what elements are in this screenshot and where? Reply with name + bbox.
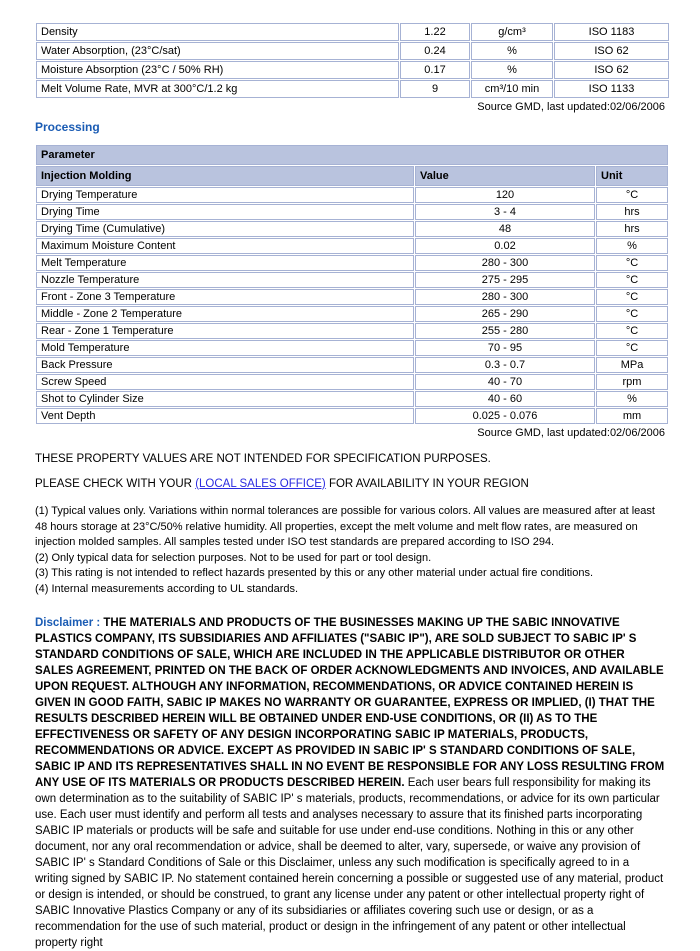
parameter-value-cell: 120 xyxy=(415,187,595,203)
parameter-unit-cell: MPa xyxy=(596,357,668,373)
property-name-cell: Melt Volume Rate, MVR at 300°C/1.2 kg xyxy=(36,80,399,98)
parameter-unit-cell: °C xyxy=(596,306,668,322)
disclaimer-bold-text: THE MATERIALS AND PRODUCTS OF THE BUSINESSES MAKING UP THE SABIC INNOVATIVE PLASTICS COMPANY, ITS SUBSIDIARIES AND AFFILIATES ("SABIC IP"), ARE SOLD SUBJECT TO SABIC IP' S STANDARD CONDITIONS OF SALE, WHICH ARE INCLUDED IN THE APPLICABLE DISTRIBUTOR OR OTHER SALES AGREEMENT, PRINTED ON THE BACK OF ORDER ACKNOWLEDGMENTS AND INVOICES, AND AVAILABLE UPON REQUEST. ALTHOUGH ANY INFORMATION, RECOMMENDATIONS, OR ADVICE CONTAINED HEREIN IS GIVEN IN GOOD FAITH, SABIC IP MAKES NO WARRANTY OR GUARANTEE, EXPRESS OR IMPLIED, (I) THAT THE RESULTS DESCRIBED HEREIN WILL BE OBTAINED UNDER END-USE CONDITIONS, OR (II) AS TO THE EFFECTIVENESS OR SAFETY OF ANY DESIGN INCORPORATING SABIC IP MATERIALS, PRODUCTS, RECOMMENDATIONS OR ADVICE. EXCEPT AS PROVIDED IN SABIC IP' S STANDARD CONDITIONS OF SALE, SABIC IP AND ITS REPRESENTATIVES SHALL IN NO EVENT BE RESPONSIBLE FOR ANY LOSS RESULTING FROM ANY USE OF ITS MATERIALS OR PRODUCTS DESCRIBED HEREIN. xyxy=(35,617,665,789)
property-name-cell: Density xyxy=(36,23,399,41)
table-row xyxy=(36,80,669,98)
parameter-unit-cell: % xyxy=(596,238,668,254)
parameter-name-cell: Drying Temperature xyxy=(36,187,414,203)
table-row xyxy=(36,340,668,356)
spec-purpose-statement: THESE PROPERTY VALUES ARE NOT INTENDED FOR SPECIFICATION PURPOSES. xyxy=(35,453,491,465)
parameter-value-cell: 3 - 4 xyxy=(415,204,595,220)
parameter-value-cell: 280 - 300 xyxy=(415,255,595,271)
parameter-name-cell: Drying Time (Cumulative) xyxy=(36,221,414,237)
table-row xyxy=(36,323,668,339)
property-unit-cell: cm³/10 min xyxy=(471,80,553,98)
property-unit-cell: % xyxy=(471,42,553,60)
column-header-parameter: Injection Molding xyxy=(36,166,414,186)
parameter-value-cell: 40 - 70 xyxy=(415,374,595,390)
footnotes xyxy=(35,504,665,597)
parameter-name-cell: Mold Temperature xyxy=(36,340,414,356)
parameter-value-cell: 48 xyxy=(415,221,595,237)
parameter-name-cell: Melt Temperature xyxy=(36,255,414,271)
property-value-cell: 1.22 xyxy=(400,23,470,41)
disclaimer-label: Disclaimer : xyxy=(35,617,101,629)
table-row xyxy=(36,221,668,237)
property-standard-cell: ISO 1133 xyxy=(554,80,669,98)
parameter-unit-cell: hrs xyxy=(596,204,668,220)
table-row xyxy=(36,357,668,373)
parameter-name-cell: Maximum Moisture Content xyxy=(36,238,414,254)
source-note: Source GMD, last updated:02/06/2006 xyxy=(477,427,665,439)
parameter-value-cell: 0.025 - 0.076 xyxy=(415,408,595,424)
property-value-cell: 0.24 xyxy=(400,42,470,60)
parameter-name-cell: Rear - Zone 1 Temperature xyxy=(36,323,414,339)
parameter-unit-cell: °C xyxy=(596,272,668,288)
table-row xyxy=(36,204,668,220)
parameter-unit-cell: rpm xyxy=(596,374,668,390)
parameter-value-cell: 265 - 290 xyxy=(415,306,595,322)
table-row xyxy=(36,187,668,203)
parameter-name-cell: Shot to Cylinder Size xyxy=(36,391,414,407)
footnote: (2) Only typical data for selection purposes. Not to be used for part or tool design. xyxy=(35,551,432,564)
table-row xyxy=(36,391,668,407)
availability-prefix: PLEASE CHECK WITH YOUR xyxy=(35,478,196,490)
parameter-value-cell: 0.02 xyxy=(415,238,595,254)
parameter-value-cell: 255 - 280 xyxy=(415,323,595,339)
parameter-value-cell: 40 - 60 xyxy=(415,391,595,407)
parameter-unit-cell: °C xyxy=(596,340,668,356)
availability-suffix: FOR AVAILABILITY IN YOUR REGION xyxy=(325,478,529,490)
disclaimer xyxy=(35,615,665,951)
parameter-value-cell: 70 - 95 xyxy=(415,340,595,356)
column-header-value: Value xyxy=(415,166,595,186)
parameter-unit-cell: °C xyxy=(596,255,668,271)
table-row xyxy=(36,306,668,322)
property-value-cell: 9 xyxy=(400,80,470,98)
table-row xyxy=(36,289,668,305)
parameter-name-cell: Vent Depth xyxy=(36,408,414,424)
parameter-name-cell: Back Pressure xyxy=(36,357,414,373)
parameter-value-cell: 280 - 300 xyxy=(415,289,595,305)
availability-statement xyxy=(35,477,665,491)
table-header-group-row xyxy=(36,145,668,165)
table-row xyxy=(36,61,669,79)
parameter-unit-cell: °C xyxy=(596,187,668,203)
table-row xyxy=(36,408,668,424)
local-sales-office-link[interactable]: (LOCAL SALES OFFICE) xyxy=(195,478,326,490)
parameter-unit-cell: % xyxy=(596,391,668,407)
injection-molding-table xyxy=(35,144,669,425)
table-header-row xyxy=(36,166,668,186)
material-properties-table xyxy=(35,22,670,99)
footnote: (1) Typical values only. Variations within normal tolerances are possible for various colors. All values are measured after at least 48 hours storage at 23°C/50% relative humidity. All properties, except the melt volume and melt flow rates, are measured on injection molded samples. All samples tested under ISO test standards are prepared according to ISO 294. xyxy=(35,505,655,548)
parameter-group-header: Parameter xyxy=(36,145,668,165)
parameter-name-cell: Screw Speed xyxy=(36,374,414,390)
property-name-cell: Water Absorption, (23°C/sat) xyxy=(36,42,399,60)
parameter-unit-cell: °C xyxy=(596,323,668,339)
disclaimer-body-text: Each user bears full responsibility for making its own determination as to the suitability of SABIC IP' s materials, products, recommendations, or advice for its own particular use. Each user must identify and perform all tests and analyses necessary to assure that its finished parts incorporating SABIC IP materials or products will be safe and suitable for use under end-use conditions. Nothing in this or any other document, nor any oral recommendation or advice, shall be deemed to alter, vary, supersede, or waive any provision of SABIC IP' s Standard Conditions of Sale or this Disclaimer, unless any such modification is specifically agreed to in a writing signed by SABIC IP. No statement contained herein concerning a possible or suggested use of any material, product or design is intended, or should be construed, to grant any license under any patent or other intellectual property right of SABIC Innovative Plastics Company or any of its subsidiaries or affiliates covering such use or design, or as a recommendation for the use of such material, product or design in the infringement of any patent or other intellectual property right xyxy=(35,777,664,949)
column-header-unit: Unit xyxy=(596,166,668,186)
parameter-value-cell: 0.3 - 0.7 xyxy=(415,357,595,373)
parameter-name-cell: Drying Time xyxy=(36,204,414,220)
parameter-name-cell: Front - Zone 3 Temperature xyxy=(36,289,414,305)
property-unit-cell: g/cm³ xyxy=(471,23,553,41)
table-row xyxy=(36,23,669,41)
parameter-unit-cell: °C xyxy=(596,289,668,305)
footnote: (3) This rating is not intended to reflect hazards presented by this or any other material under actual fire conditions. xyxy=(35,567,594,579)
property-unit-cell: % xyxy=(471,61,553,79)
processing-section-heading: Processing xyxy=(35,120,100,134)
property-standard-cell: ISO 1183 xyxy=(554,23,669,41)
parameter-unit-cell: mm xyxy=(596,408,668,424)
parameter-unit-cell: hrs xyxy=(596,221,668,237)
source-note: Source GMD, last updated:02/06/2006 xyxy=(477,101,665,113)
table-row xyxy=(36,255,668,271)
table-row xyxy=(36,272,668,288)
parameter-value-cell: 275 - 295 xyxy=(415,272,595,288)
property-value-cell: 0.17 xyxy=(400,61,470,79)
table-row xyxy=(36,374,668,390)
table-row xyxy=(36,42,669,60)
footnote: (4) Internal measurements according to UL standards. xyxy=(35,582,299,595)
parameter-name-cell: Middle - Zone 2 Temperature xyxy=(36,306,414,322)
property-standard-cell: ISO 62 xyxy=(554,42,669,60)
property-standard-cell: ISO 62 xyxy=(554,61,669,79)
property-name-cell: Moisture Absorption (23°C / 50% RH) xyxy=(36,61,399,79)
parameter-name-cell: Nozzle Temperature xyxy=(36,272,414,288)
table-row xyxy=(36,238,668,254)
